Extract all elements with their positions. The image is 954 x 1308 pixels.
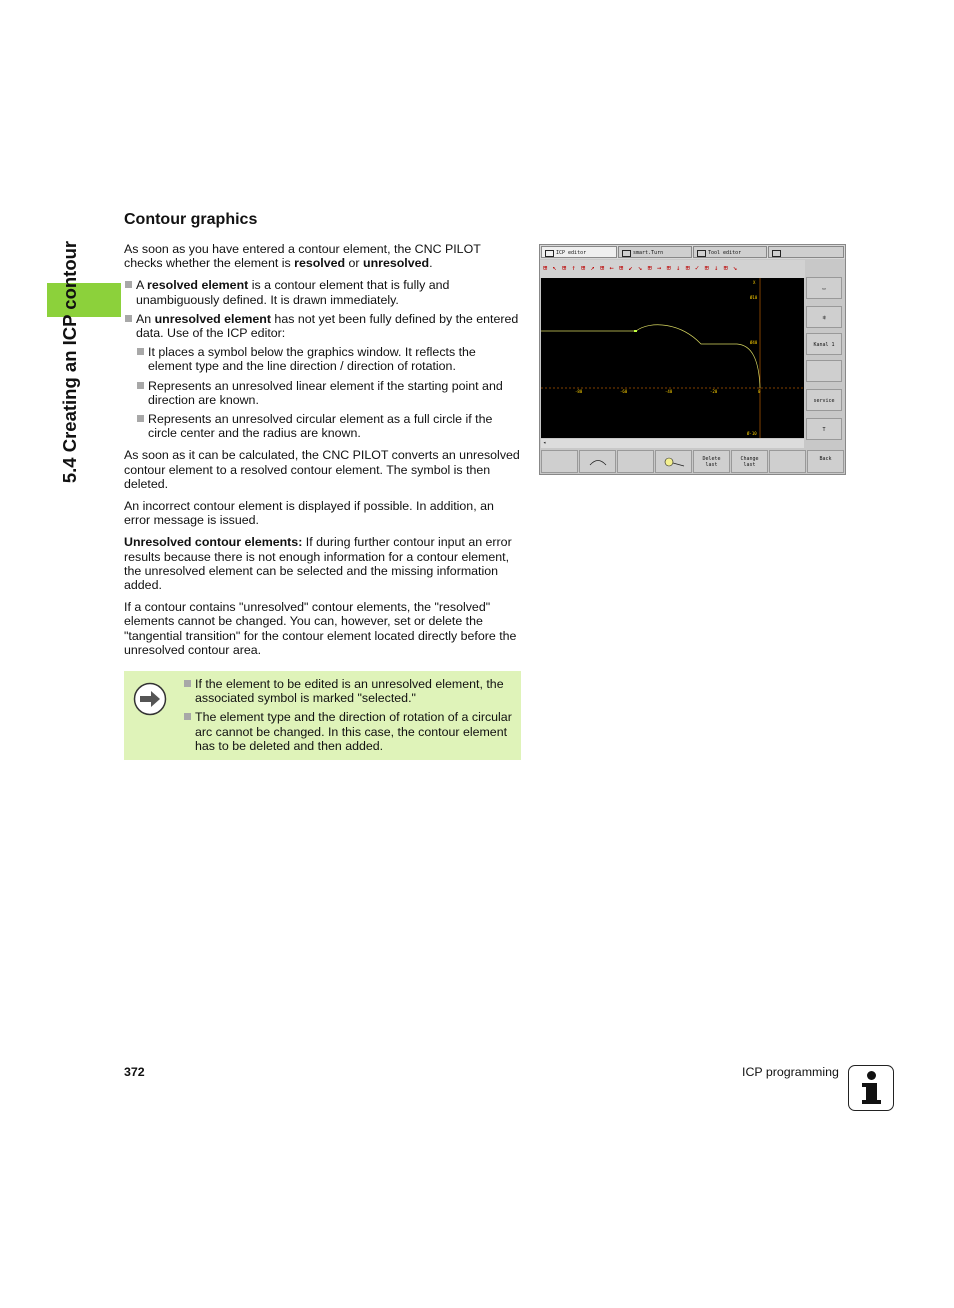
bullet-square-icon bbox=[137, 348, 144, 355]
toolbar-element-icon[interactable]: ↙ bbox=[628, 264, 633, 272]
toolbar-element-icon[interactable]: ↘ bbox=[733, 264, 738, 272]
toolbar-element-icon[interactable]: ↑ bbox=[571, 264, 576, 272]
horizontal-softkeys bbox=[540, 449, 845, 474]
softkey-machine[interactable]: ▭ bbox=[806, 277, 842, 299]
start-point bbox=[634, 330, 637, 332]
tab-bar bbox=[540, 245, 845, 259]
toolbar-element-icon[interactable]: ⊞ bbox=[581, 264, 586, 272]
toolbar-element-icon[interactable]: → bbox=[657, 264, 662, 272]
page-number: 372 bbox=[124, 1065, 145, 1079]
toolbar-element-icon[interactable]: ↗ bbox=[590, 264, 595, 272]
section-title: Contour graphics bbox=[124, 211, 258, 228]
tab-tool-editor[interactable]: Tool editor bbox=[693, 246, 767, 258]
paragraph: Unresolved contour elements: If during further contour input an error results because there is not enough information for a contour element, the unresolved element can be selected and the missing information added. bbox=[124, 535, 512, 593]
contour-line bbox=[541, 325, 760, 388]
magnifier-icon bbox=[662, 456, 686, 468]
tab-icp-editor[interactable]: ICP editor bbox=[541, 246, 617, 258]
bullet-square-icon bbox=[137, 382, 144, 389]
icon-toolbar bbox=[540, 260, 805, 278]
icp-editor-screenshot bbox=[539, 244, 846, 475]
side-chapter-title: 5.4 Creating an ICP contour bbox=[59, 240, 80, 484]
paragraph: An incorrect contour element is displayed if possible. In addition, an error message is issued. bbox=[124, 499, 494, 528]
toolbar-element-icon[interactable]: ⊞ bbox=[685, 264, 690, 272]
softkey-change-last[interactable]: Change last bbox=[731, 450, 768, 473]
x-tick: -60 bbox=[620, 389, 628, 394]
x-tick: 0 bbox=[758, 389, 761, 394]
softkey-tool[interactable]: ⇶ bbox=[806, 306, 842, 328]
paragraph: As soon as it can be calculated, the CNC PILOT converts an unresolved contour element to a resolved contour element. The symbol is then deleted. bbox=[124, 448, 520, 491]
softkey-empty[interactable] bbox=[806, 360, 842, 382]
toolbar-element-icon[interactable]: ↖ bbox=[552, 264, 557, 272]
vertical-softkeys bbox=[806, 277, 844, 449]
sub-bullet: It places a symbol below the graphics window. It reflects the element type and the line direction / direction of rotation. bbox=[124, 345, 522, 373]
note-item: The element type and the direction of rotation of a circular arc cannot be changed. In this case, the contour element has to be deleted and then added. bbox=[183, 710, 513, 753]
softkey-channel[interactable]: Kanal 1 bbox=[806, 333, 842, 355]
arrow-right-icon bbox=[133, 682, 167, 716]
bullet-square-icon bbox=[184, 680, 191, 687]
tab-smart-turn[interactable]: smart.Turn bbox=[618, 246, 692, 258]
paragraph: If a contour contains "unresolved" contour elements, the "resolved" elements cannot be changed. You can, however, set or delete the "tangential transition" for the contour element located directly before the unresolved contour area. bbox=[124, 600, 517, 657]
toolbar-element-icon[interactable]: ⊞ bbox=[723, 264, 728, 272]
toolbar-element-icon[interactable]: ⊞ bbox=[562, 264, 567, 272]
bullet-square-icon bbox=[125, 315, 132, 322]
bullet-square-icon bbox=[184, 713, 191, 720]
softkey-delete-last[interactable]: Delete last bbox=[693, 450, 730, 473]
softkey-1[interactable] bbox=[541, 450, 578, 473]
toolbar-element-icon[interactable]: ↓ bbox=[714, 264, 719, 272]
note-box bbox=[124, 671, 521, 760]
softkey-3[interactable] bbox=[617, 450, 654, 473]
x-tick: -20 bbox=[710, 389, 718, 394]
arc-icon bbox=[588, 456, 608, 466]
toolbar-element-icon[interactable]: ✓ bbox=[695, 264, 700, 272]
toolbar-element-icon[interactable]: ⊞ bbox=[666, 264, 671, 272]
softkey-back[interactable]: Back bbox=[807, 450, 844, 473]
axis-label: X bbox=[753, 280, 756, 285]
softkey-7[interactable] bbox=[769, 450, 806, 473]
x-tick: -80 bbox=[575, 389, 583, 394]
y-label: Ø40 bbox=[750, 340, 758, 345]
arrow-icon bbox=[545, 250, 554, 257]
intro-paragraph: As soon as you have entered a contour element, the CNC PILOT checks whether the element is resolved or unresolved. bbox=[124, 242, 481, 271]
toolbar-element-icon[interactable]: ⊞ bbox=[600, 264, 605, 272]
contour-plot bbox=[541, 278, 804, 438]
bullet-unresolved: An unresolved element has not yet been fully defined by the entered data. Use of the ICP editor: bbox=[124, 312, 522, 340]
softkey-service[interactable]: service bbox=[806, 389, 842, 411]
y-label: Ø-10 bbox=[747, 431, 757, 436]
bullet-square-icon bbox=[137, 415, 144, 422]
y-label: Ø10 bbox=[750, 295, 758, 300]
toolbar-element-icon[interactable]: ← bbox=[609, 264, 614, 272]
disk-icon bbox=[772, 250, 781, 257]
softkey-magnify[interactable] bbox=[655, 450, 692, 473]
softkey-t[interactable]: T bbox=[806, 418, 842, 440]
status-line: ◂ bbox=[541, 439, 804, 448]
info-icon bbox=[848, 1065, 894, 1111]
graphics-window bbox=[541, 278, 804, 438]
tab-save[interactable] bbox=[768, 246, 844, 258]
arrow-icon bbox=[622, 250, 631, 257]
bullet-resolved: A resolved element is a contour element that is fully and unambiguously defined. It is drawn immediately. bbox=[124, 278, 522, 306]
toolbar-element-icon[interactable]: ↓ bbox=[676, 264, 681, 272]
chapter-name: ICP programming bbox=[742, 1065, 839, 1079]
toolbar-element-icon[interactable]: ⊞ bbox=[704, 264, 709, 272]
softkey-arc[interactable] bbox=[579, 450, 616, 473]
sub-bullet: Represents an unresolved circular element as a full circle if the circle center and the radius are known. bbox=[124, 412, 522, 440]
tool-icon bbox=[697, 250, 706, 257]
body-text bbox=[124, 242, 522, 665]
toolbar-element-icon[interactable]: ⊞ bbox=[543, 264, 548, 272]
bullet-square-icon bbox=[125, 281, 132, 288]
toolbar-element-icon[interactable]: ⊞ bbox=[619, 264, 624, 272]
sub-bullet: Represents an unresolved linear element if the starting point and direction are known. bbox=[124, 379, 522, 407]
toolbar-element-icon[interactable]: ↘ bbox=[638, 264, 643, 272]
x-tick: -40 bbox=[665, 389, 673, 394]
note-item: If the element to be edited is an unresolved element, the associated symbol is marked "selected." bbox=[183, 677, 513, 705]
toolbar-element-icon[interactable]: ⊞ bbox=[647, 264, 652, 272]
